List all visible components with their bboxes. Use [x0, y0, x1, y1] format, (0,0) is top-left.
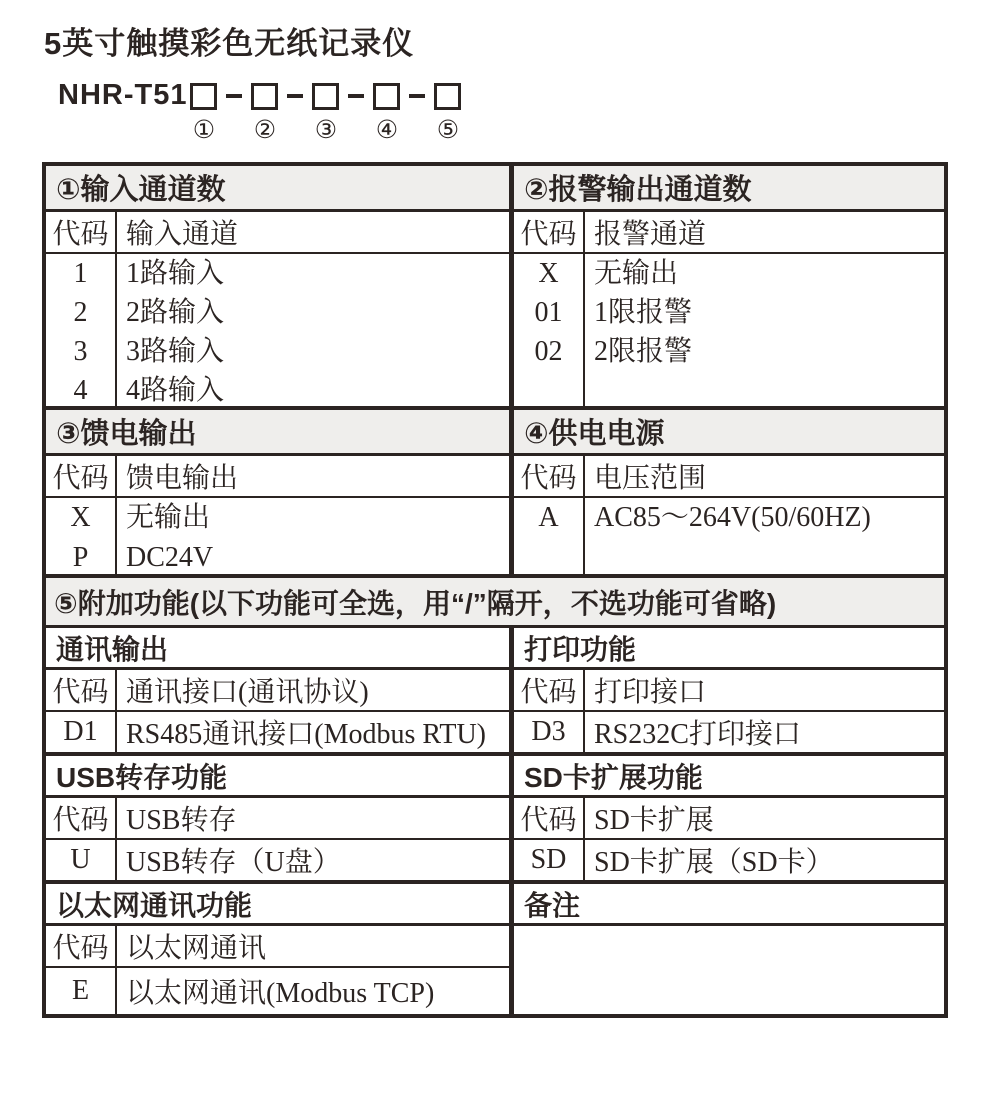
desc-cell: 以太网通讯(Modbus TCP) — [126, 978, 435, 1009]
model-position-2 — [251, 79, 278, 146]
label-header-cell: 电压范围 — [594, 463, 707, 494]
code-cell — [514, 254, 585, 406]
code-value: A — [538, 502, 559, 533]
code-header-cell: 代码 — [46, 798, 117, 838]
code-value: P — [72, 542, 89, 573]
code-cell: E — [46, 968, 117, 1014]
label-header-cell: 馈电输出 — [126, 463, 239, 494]
subsection-band-ethernet-note — [46, 884, 944, 926]
dash-icon — [226, 94, 242, 98]
model-box-5 — [434, 83, 461, 110]
sd-function-title: SD卡扩展功能 — [524, 761, 703, 793]
position-label-2: ② — [253, 117, 277, 144]
subsection-band-usb-sd — [46, 756, 944, 798]
code-header-cell: 代码 — [514, 212, 585, 252]
desc-cell — [585, 498, 944, 574]
note-empty-cell — [514, 926, 944, 1014]
code-cell — [46, 254, 117, 406]
code-value: 01 — [534, 297, 563, 328]
desc-value: 无输出 — [594, 258, 679, 289]
dash-icon — [348, 94, 364, 98]
label-header-cell: 输入通道 — [126, 219, 239, 250]
desc-cell — [585, 254, 944, 406]
code-header-cell: 代码 — [46, 212, 117, 252]
desc-value: 3路输入 — [126, 336, 225, 367]
model-dash-3 — [339, 79, 373, 146]
code-value: X — [70, 502, 91, 533]
model-dash-2 — [278, 79, 312, 146]
code-value: X — [538, 258, 559, 289]
ethernet-function-title: 以太网通讯功能 — [56, 889, 253, 921]
section-title-band-1-2 — [46, 166, 944, 212]
code-cell — [46, 498, 117, 574]
model-dash-1 — [217, 79, 251, 146]
desc-value: AC85～264V(50/60HZ) — [594, 502, 871, 533]
position-label-4: ④ — [375, 117, 399, 144]
body-band-3-4 — [46, 498, 944, 578]
desc-cell — [117, 498, 509, 574]
code-cell: D1 — [46, 712, 117, 752]
position-label-5: ⑤ — [436, 117, 460, 144]
desc-value: DC24V — [126, 542, 214, 573]
code-header-cell: 代码 — [46, 926, 117, 966]
section3-title: ③馈电输出 — [56, 418, 197, 450]
section-title-band-3-4 — [46, 410, 944, 456]
desc-value: 2路输入 — [126, 297, 225, 328]
body-band-1-2 — [46, 254, 944, 410]
page-title: 5英寸触摸彩色无纸记录仪 — [44, 26, 415, 61]
code-header-cell: 代码 — [514, 456, 585, 496]
code-header-cell: 代码 — [46, 670, 117, 710]
code-value: 1 — [73, 258, 88, 289]
subsection-band-comm-print — [46, 628, 944, 670]
desc-value: 无输出 — [126, 502, 211, 533]
dash-icon — [409, 94, 425, 98]
model-dash-4 — [400, 79, 434, 146]
code-header-cell: 代码 — [46, 456, 117, 496]
section5-title: ⑤附加功能(以下功能可全选，用“/”隔开，不选功能可省略) — [54, 587, 777, 619]
label-header-cell: 报警通道 — [594, 219, 707, 250]
label-header-cell: 以太网通讯 — [126, 933, 267, 964]
note-title: 备注 — [524, 889, 581, 921]
code-cell: D3 — [514, 712, 585, 752]
body-band-ethernet-note — [46, 926, 944, 1014]
header-band-1-2 — [46, 212, 944, 254]
header-band-comm-print — [46, 670, 944, 712]
body-band-usb-sd — [46, 840, 944, 884]
code-header-cell: 代码 — [514, 670, 585, 710]
label-header-cell: USB转存 — [126, 805, 237, 836]
desc-value: 1路输入 — [126, 258, 225, 289]
model-prefix: NHR-T51 — [58, 79, 188, 111]
model-box-1 — [190, 83, 217, 110]
desc-value: 2限报警 — [594, 336, 693, 367]
code-value: 2 — [73, 297, 88, 328]
position-label-3: ③ — [314, 117, 338, 144]
code-value: 02 — [534, 336, 563, 367]
code-header-cell: 代码 — [514, 798, 585, 838]
section4-title: ④供电电源 — [524, 418, 665, 450]
position-label-1: ① — [192, 117, 216, 144]
desc-cell: RS485通讯接口(Modbus RTU) — [126, 719, 487, 750]
header-band-usb-sd — [46, 798, 944, 840]
model-box-2 — [251, 83, 278, 110]
desc-cell — [117, 254, 509, 406]
desc-cell: SD卡扩展（SD卡） — [594, 847, 834, 878]
model-position-4 — [373, 79, 400, 146]
model-box-3 — [312, 83, 339, 110]
label-header-cell: 通讯接口(通讯协议) — [126, 677, 369, 708]
body-band-comm-print — [46, 712, 944, 756]
desc-cell: USB转存（U盘） — [126, 847, 341, 878]
section5-banner — [46, 578, 944, 628]
print-function-title: 打印功能 — [524, 633, 637, 665]
dash-icon — [287, 94, 303, 98]
code-cell: SD — [514, 840, 585, 880]
model-code — [58, 79, 948, 146]
spec-table — [42, 162, 948, 1018]
model-position-5 — [434, 79, 461, 146]
label-header-cell: SD卡扩展 — [594, 805, 714, 836]
code-cell — [514, 498, 585, 574]
desc-cell: RS232C打印接口 — [594, 719, 801, 750]
section1-title: ①输入通道数 — [56, 174, 226, 206]
model-box-4 — [373, 83, 400, 110]
header-band-3-4 — [46, 456, 944, 498]
desc-value: 1限报警 — [594, 297, 693, 328]
model-position-3 — [312, 79, 339, 146]
usb-function-title: USB转存功能 — [56, 761, 228, 793]
code-cell: U — [46, 840, 117, 880]
code-value: 4 — [73, 375, 88, 406]
section2-title: ②报警输出通道数 — [524, 174, 752, 206]
label-header-cell: 打印接口 — [594, 677, 707, 708]
code-value: 3 — [73, 336, 88, 367]
desc-value: 4路输入 — [126, 375, 225, 406]
model-position-1 — [190, 79, 217, 146]
comm-output-title: 通讯输出 — [56, 633, 169, 665]
